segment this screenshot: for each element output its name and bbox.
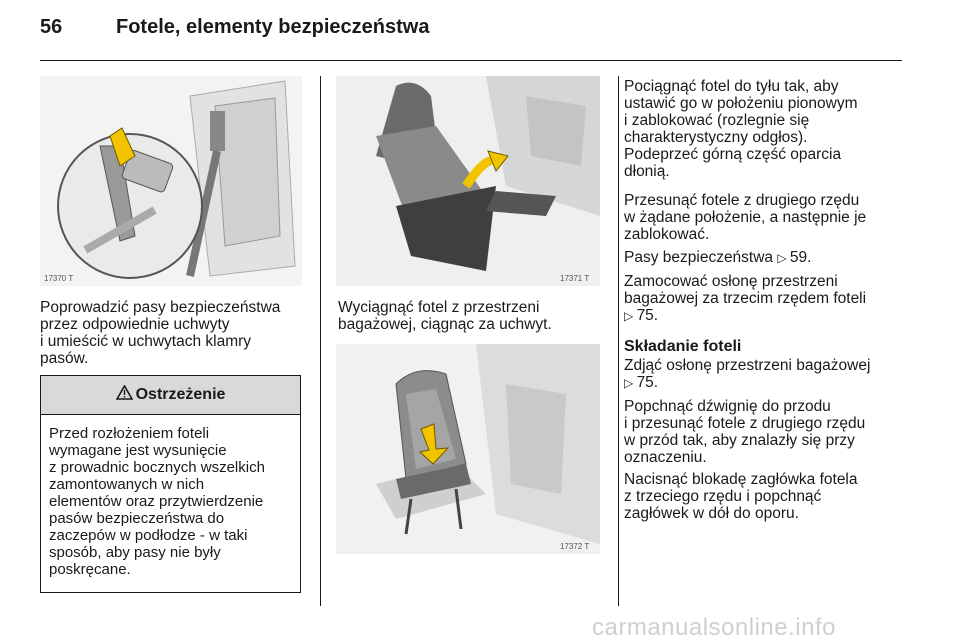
figure-pull-seat-illustration <box>336 76 600 286</box>
warning-triangle-icon <box>116 385 133 405</box>
figure-belt-guide-illustration <box>40 76 302 286</box>
col3-paragraph-1: Pociągnąć fotel do tyłu tak, aby ustawić go w położeniu pionowym i zablokować (rozlegnie się charakterystyczny odgłos). Podeprzeć górną część oparcia dłonią. <box>624 78 858 180</box>
arrow-reference-icon: ▷ <box>624 309 637 323</box>
figure-code: 17372 T <box>560 542 590 551</box>
figure-pull-seat <box>336 76 600 286</box>
col1-paragraph: Poprowadzić pasy bezpieczeństwa przez odpowiednie uchwyty i umieścić w uchwytach klamry pasów. <box>40 299 281 367</box>
arrow-reference-icon: ▷ <box>624 376 637 390</box>
column-separator-1 <box>320 76 321 606</box>
warning-title: Ostrzeżenie <box>135 386 226 403</box>
col3-paragraph-4: Zamocować osłonę przestrzeni bagażowej za trzecim rzędem foteli ▷ 75. <box>624 273 867 324</box>
header-rule <box>40 60 902 61</box>
watermark: carmanualsonline.info <box>592 614 836 641</box>
col2-paragraph: Wyciągnąć fotel z przestrzeni bagażowej, ciągnąc za uchwyt. <box>338 299 552 333</box>
page-number: 56 <box>40 16 63 38</box>
figure-belt-guide <box>40 76 302 286</box>
col3-paragraph-2: Przesunąć fotele z drugiego rzędu w żądane położenie, a następnie je zablokować. <box>624 192 867 243</box>
col3-paragraph-7: Nacisnąć blokadę zagłówka fotela z trzeciego rzędu i popchnąć zagłówek w dół do oporu. <box>624 471 858 522</box>
section-subheading: Składanie foteli <box>624 338 742 355</box>
warning-box <box>40 375 301 593</box>
col3-paragraph-6: Popchnąć dźwignię do przodu i przesunąć fotele z drugiego rzędu w przód tak, aby znalazły się przy oznaczeniu. <box>624 398 866 466</box>
figure-code: 17371 T <box>560 274 590 283</box>
warning-text: Przed rozłożeniem foteli wymagane jest wysunięcie z prowadnic bocznych wszelkich zamontowanych w nich elementów oraz przytwierdzenie pasów bezpieczeństwa do zaczepów w podłodze - w taki sposób, aby pasy nie były poskręcane. <box>49 425 265 578</box>
col3-paragraph-3: Pasy bezpieczeństwa ▷ 59. <box>624 249 812 266</box>
column-separator-2 <box>618 76 619 606</box>
figure-seat-upright <box>336 344 600 554</box>
warning-header <box>41 376 300 415</box>
figure-code: 17370 T <box>44 274 74 283</box>
page-title: Fotele, elementy bezpieczeństwa <box>116 16 430 38</box>
arrow-reference-icon: ▷ <box>777 251 790 265</box>
col3-paragraph-5: Zdjąć osłonę przestrzeni bagażowej ▷ 75. <box>624 357 871 391</box>
figure-seat-upright-illustration <box>336 344 600 554</box>
